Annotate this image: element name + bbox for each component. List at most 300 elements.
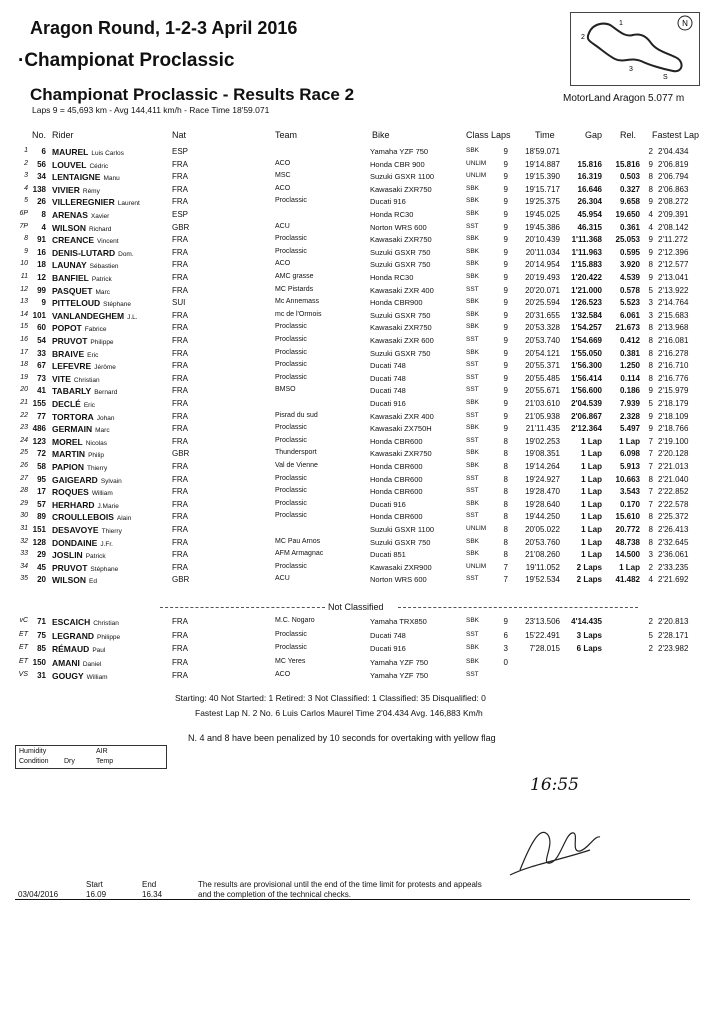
- class: SST: [466, 411, 479, 419]
- rider-firstname: Cédric: [89, 162, 109, 170]
- team: Proclassic: [275, 348, 307, 356]
- nationality: ESP: [172, 147, 189, 156]
- rider-firstname: Manu: [103, 175, 120, 183]
- race-time: 19'45.025: [525, 210, 560, 219]
- rider-surname: CREANCE: [52, 235, 95, 246]
- position: 18: [20, 361, 28, 369]
- race-time: 19'08.351: [525, 449, 560, 459]
- signature-icon: [500, 805, 610, 885]
- col-bike: Bike: [372, 130, 390, 140]
- nationality: FRA: [172, 550, 188, 560]
- bike: Honda CBR600: [370, 512, 423, 522]
- class: SBK: [466, 537, 480, 545]
- team: MC Yeres: [275, 657, 306, 665]
- relative-gap: 5.497: [619, 424, 640, 434]
- laps: 9: [503, 361, 508, 371]
- rider-surname: POPOT: [52, 323, 82, 334]
- gap: 1 Lap: [581, 512, 602, 522]
- class: SST: [466, 336, 479, 343]
- condition-value: Dry: [64, 758, 75, 765]
- class: SST: [466, 671, 479, 678]
- fastest-lap-number: 9: [648, 424, 653, 434]
- fastest-lap-time: 2'33.235: [658, 562, 689, 572]
- position: 15: [20, 323, 28, 331]
- fastest-lap-number: 2: [648, 562, 653, 572]
- rider-surname: MARTIN: [52, 449, 86, 460]
- rider-number: 20: [37, 575, 46, 585]
- rider-surname: HERHARD: [52, 499, 95, 510]
- gap: 2'12.364: [571, 424, 602, 434]
- bike: Suzuki GSXR 750: [370, 260, 431, 270]
- fastest-lap-number: 5: [648, 285, 653, 295]
- nationality: FRA: [172, 348, 188, 358]
- position: 13: [20, 298, 28, 306]
- class: SBK: [466, 210, 480, 217]
- rider-number: 58: [37, 462, 46, 471]
- race-time: 19'24.927: [525, 474, 560, 484]
- race-time: 20'11.034: [525, 247, 560, 257]
- bike: Kawasaki ZXR750: [370, 184, 432, 194]
- rider-number: 41: [37, 386, 46, 396]
- laps: 8: [503, 525, 508, 534]
- class: SST: [466, 373, 479, 381]
- position: 24: [20, 436, 28, 444]
- relative-gap: 25.053: [615, 235, 640, 245]
- gap: 1'21.000: [571, 285, 602, 295]
- position: 11: [20, 273, 28, 280]
- relative-gap: 5.523: [619, 298, 640, 308]
- laps: 3: [503, 644, 508, 653]
- nationality: FRA: [172, 386, 188, 396]
- rider-firstname: Philip: [88, 452, 104, 460]
- race-time: 7'28.015: [529, 644, 560, 653]
- fastest-lap-number: 5: [648, 399, 653, 408]
- rider-surname: CROULLEBOIS: [52, 512, 114, 523]
- relative-gap: 3.543: [619, 487, 640, 497]
- fastest-lap-time: 2'13.922: [658, 285, 689, 295]
- gap: 1'11.963: [571, 247, 602, 257]
- nationality: FRA: [172, 487, 188, 497]
- fastest-lap-number: 8: [648, 373, 653, 383]
- rider-number: 26: [37, 197, 46, 207]
- rider-firstname: J.Fr.: [100, 540, 113, 548]
- race-time: 19'28.470: [525, 487, 560, 497]
- fastest-lap-number: 7: [648, 449, 653, 459]
- bike: Suzuki GSXR 750: [370, 537, 431, 547]
- gap: 1 Lap: [581, 487, 602, 497]
- laps: 9: [503, 273, 508, 282]
- fastest-lap-time: 2'21.040: [658, 474, 689, 484]
- rider-name: [52, 323, 106, 333]
- relative-gap: 41.482: [615, 575, 640, 585]
- nationality: GBR: [172, 449, 190, 459]
- nationality: FRA: [172, 159, 188, 169]
- relative-gap: 15.816: [615, 159, 640, 169]
- team: AMC grasse: [275, 273, 314, 280]
- rider-firstname: Stéphane: [90, 565, 119, 573]
- rider-firstname: William: [91, 490, 113, 498]
- rider-name: [52, 336, 114, 346]
- race-time: 20'10.439: [525, 235, 560, 245]
- rider-surname: PASQUET: [52, 285, 93, 296]
- bike: Suzuki GSXR 750: [370, 348, 431, 358]
- rider-number: 33: [37, 348, 46, 358]
- fastest-lap-time: 2'23.982: [658, 644, 689, 653]
- penalty-note: N. 4 and 8 have been penalized by 10 seconds for overtaking with yellow flag: [188, 733, 496, 743]
- class: UNLIM: [466, 172, 487, 180]
- nationality: FRA: [172, 184, 188, 194]
- gap: 1 Lap: [581, 462, 602, 471]
- rider-number: 67: [37, 361, 46, 371]
- table-row: [0, 260, 725, 272]
- race-time: 21'11.435: [525, 424, 560, 434]
- rider-firstname: Patrick: [91, 276, 112, 283]
- laps: 9: [503, 147, 508, 156]
- table-row: [0, 500, 725, 512]
- rider-surname: PRUVOT: [52, 336, 88, 346]
- team: M.C. Nogaro: [275, 617, 315, 624]
- col-no: No.: [32, 130, 47, 140]
- fastest-lap-time: 2'18.766: [658, 424, 689, 434]
- bike: Honda CBR 900: [370, 159, 425, 169]
- fastest-lap-time: 2'12.396: [658, 247, 689, 257]
- start-time: 16.09: [86, 890, 107, 899]
- relative-gap: 21.673: [615, 323, 640, 333]
- nationality: FRA: [172, 247, 188, 257]
- laps: 9: [503, 222, 508, 232]
- rider-name: [52, 475, 122, 485]
- race-time: 19'15.390: [525, 172, 560, 182]
- bike: Honda CBR900: [370, 298, 423, 308]
- team: Proclassic: [275, 474, 307, 482]
- rider-name: [52, 210, 109, 220]
- team: Proclassic: [275, 512, 307, 520]
- nationality: FRA: [172, 424, 188, 434]
- nationality: ESP: [172, 210, 189, 219]
- laps: 9: [503, 184, 508, 194]
- team: ACO: [275, 159, 291, 167]
- race-time: 23'13.506: [525, 617, 560, 626]
- col-class-laps: Class Laps: [466, 130, 511, 140]
- position: ET: [19, 630, 28, 638]
- nationality: FRA: [172, 671, 188, 680]
- rider-firstname: Alain: [116, 515, 132, 523]
- rider-surname: DONDAINE: [52, 537, 98, 548]
- laps: 9: [503, 617, 508, 626]
- gap: 6 Laps: [576, 644, 602, 653]
- footer-date: 03/04/2016: [18, 890, 59, 899]
- position: 7P: [19, 222, 28, 230]
- rider-number: 54: [37, 336, 46, 345]
- team: ACO: [275, 260, 291, 268]
- nationality: FRA: [172, 537, 188, 547]
- relative-gap: 15.610: [615, 512, 640, 522]
- table-row: [0, 248, 725, 260]
- rider-surname: DESAVOYE: [52, 525, 99, 535]
- fastest-lap-number: 7: [648, 436, 653, 446]
- bike: Kawasaki ZXR900: [370, 562, 432, 572]
- rider-name: [52, 311, 138, 321]
- rider-firstname: Thierry: [101, 528, 122, 535]
- rider-number: 91: [37, 235, 46, 245]
- rider-number: 72: [37, 449, 46, 459]
- rider-number: 101: [32, 310, 46, 320]
- position: 27: [20, 474, 28, 482]
- relative-gap: 7.939: [619, 399, 640, 408]
- bike: Kawasaki ZXR750: [370, 449, 432, 459]
- gap: 2'06.867: [571, 411, 602, 421]
- race-time: 20'31.655: [525, 310, 560, 320]
- race-time: 19'44.250: [525, 512, 560, 522]
- team: Proclassic: [275, 436, 307, 444]
- nationality: FRA: [172, 235, 188, 245]
- rider-number: 75: [37, 630, 46, 640]
- map-t3: 3: [629, 66, 633, 73]
- nationality: FRA: [172, 336, 188, 345]
- rider-number: 155: [32, 399, 46, 408]
- table-row: [0, 550, 725, 562]
- rider-name: [52, 644, 105, 654]
- table-row: [0, 644, 725, 656]
- class: SBK: [466, 617, 480, 624]
- race-summary: Laps 9 = 45,693 km - Avg 144,411 km/h - Race Time 18'59.071: [32, 105, 270, 115]
- gap: 1 Lap: [581, 449, 602, 459]
- team: MSC: [275, 172, 291, 180]
- bike: Kawasaki ZXR750: [370, 323, 432, 333]
- nationality: FRA: [172, 285, 188, 295]
- team: Proclassic: [275, 247, 307, 255]
- laps: 6: [503, 630, 508, 640]
- gap: 2 Laps: [576, 562, 602, 572]
- position: 28: [20, 487, 28, 495]
- bike: Ducati 748: [370, 386, 406, 396]
- laps: 9: [503, 210, 508, 219]
- table-row: [0, 437, 725, 449]
- race-time: 21'05.938: [525, 411, 560, 421]
- rider-number: 29: [37, 550, 46, 560]
- fastest-lap-time: 2'06.863: [658, 184, 689, 194]
- class: SST: [466, 630, 479, 638]
- relative-gap: 9.658: [619, 197, 640, 207]
- laps: 8: [503, 487, 508, 497]
- fastest-lap-number: 2: [648, 617, 653, 626]
- nationality: FRA: [172, 644, 188, 653]
- rider-name: [52, 386, 117, 396]
- table-row: [0, 462, 725, 474]
- race-time: 20'55.485: [525, 373, 560, 383]
- relative-gap: 0.186: [619, 386, 640, 396]
- nationality: FRA: [172, 172, 188, 182]
- table-row: [0, 235, 725, 247]
- fastest-lap-number: 9: [648, 159, 653, 169]
- gap: 3 Laps: [576, 630, 602, 640]
- rider-number: 31: [37, 671, 46, 680]
- fastest-lap-time: 2'19.100: [658, 436, 689, 446]
- team: Proclassic: [275, 630, 307, 638]
- rider-surname: JOSLIN: [52, 550, 83, 561]
- gap: 1'32.584: [571, 310, 602, 320]
- rider-name: [52, 223, 111, 233]
- rider-surname: WILSON: [52, 222, 86, 233]
- fastest-lap-time: 2'18.109: [658, 411, 689, 421]
- race-time: 20'14.954: [525, 260, 560, 270]
- rider-firstname: Laurent: [117, 200, 140, 208]
- table-row: [0, 273, 725, 285]
- team: Proclassic: [275, 197, 307, 205]
- rider-firstname: Marc: [95, 427, 110, 435]
- gap: 45.954: [577, 210, 602, 219]
- humidity-label: Humidity: [19, 748, 47, 755]
- race-time: 15'22.491: [525, 630, 560, 640]
- laps: 9: [503, 298, 508, 308]
- table-row: [0, 631, 725, 643]
- class: SST: [466, 285, 479, 293]
- team: ACO: [275, 671, 291, 678]
- rider-surname: GERMAIN: [52, 424, 93, 435]
- team: Proclassic: [275, 424, 307, 432]
- col-gap: Gap: [585, 130, 603, 140]
- rider-number: 486: [32, 424, 46, 434]
- race-time: 20'25.594: [525, 298, 560, 308]
- class: SST: [466, 361, 479, 369]
- fastest-lap-number: 8: [648, 172, 653, 182]
- fastest-lap-summary: Fastest Lap N. 2 No. 6 Luis Carlos Maurel Time 2'04.434 Avg. 146,883 Km/h: [195, 708, 483, 718]
- laps: 9: [503, 285, 508, 295]
- relative-gap: 14.500: [615, 550, 640, 560]
- rider-name: [52, 374, 100, 384]
- rider-surname: LEGRAND: [52, 630, 95, 641]
- nationality: FRA: [172, 562, 188, 572]
- rider-name: [52, 500, 119, 510]
- rider-surname: BANFIEL: [52, 273, 89, 283]
- fastest-lap-number: 8: [648, 184, 653, 194]
- rider-name: [52, 525, 122, 535]
- nationality: FRA: [172, 273, 188, 282]
- race-time: 20'53.328: [525, 323, 560, 333]
- laps: 9: [503, 373, 508, 383]
- gap: 2 Laps: [576, 575, 602, 585]
- team: Proclassic: [275, 562, 307, 570]
- bike: Kawasaki ZXR 400: [370, 411, 434, 421]
- gap: 1'55.050: [571, 348, 602, 358]
- fastest-lap-number: 2: [648, 644, 653, 653]
- position: 19: [20, 373, 28, 381]
- gap: 1'15.883: [571, 260, 602, 270]
- table-row: [0, 147, 725, 159]
- team: Proclassic: [275, 235, 307, 243]
- rider-firstname: Paul: [92, 647, 106, 654]
- position: VS: [18, 671, 28, 678]
- bike: Ducati 748: [370, 373, 406, 383]
- bike: Norton WRS 600: [370, 575, 427, 585]
- fastest-lap-time: 2'08.272: [658, 197, 689, 207]
- nationality: GBR: [172, 575, 190, 585]
- position: 30: [20, 512, 28, 520]
- relative-gap: 0.595: [619, 247, 640, 257]
- rider-name: [52, 617, 119, 627]
- class: SBK: [466, 424, 480, 432]
- rider-firstname: Eric: [87, 351, 99, 359]
- table-row: [0, 525, 725, 537]
- table-row: [0, 336, 725, 348]
- fastest-lap-time: 2'16.081: [658, 336, 689, 345]
- team: Proclassic: [275, 361, 307, 369]
- fastest-lap-time: 2'22.852: [658, 487, 689, 497]
- table-row: [0, 449, 725, 461]
- position: 32: [20, 537, 28, 545]
- laps: 9: [503, 172, 508, 182]
- fastest-lap-number: 3: [648, 298, 653, 308]
- position: 6P: [19, 210, 28, 217]
- rider-surname: DECLÉ: [52, 399, 81, 409]
- nationality: FRA: [172, 617, 188, 626]
- rider-surname: AMANI: [52, 657, 80, 668]
- rider-surname: WILSON: [52, 575, 86, 586]
- position: 23: [20, 424, 28, 432]
- gap: 1 Lap: [581, 499, 602, 509]
- class: SST: [466, 386, 479, 394]
- gap: 16.319: [577, 172, 602, 182]
- rider-firstname: Philippe: [97, 633, 121, 641]
- table-row: [0, 223, 725, 235]
- map-t1: 1: [619, 20, 623, 27]
- team: Mc Annemass: [275, 298, 319, 306]
- class: SBK: [466, 273, 480, 280]
- relative-gap: 19.650: [615, 210, 640, 219]
- rider-name: [52, 538, 113, 548]
- bike: Ducati 916: [370, 499, 406, 509]
- gap: 4'14.435: [571, 617, 602, 626]
- fastest-lap-time: 2'06.794: [658, 172, 689, 182]
- rider-surname: MOREL: [52, 436, 83, 447]
- class: SBK: [466, 550, 480, 558]
- fastest-lap-time: 2'13.041: [658, 273, 689, 282]
- nationality: FRA: [172, 323, 188, 333]
- team: Proclassic: [275, 323, 307, 331]
- class: SBK: [466, 147, 480, 154]
- not-classified-heading: Not Classified: [328, 602, 384, 612]
- nationality: GBR: [172, 222, 190, 232]
- team: ACU: [275, 222, 290, 230]
- rider-firstname: Luis Carlos: [91, 150, 124, 157]
- position: 12: [20, 285, 28, 293]
- race-time: 20'55.671: [525, 386, 560, 396]
- weather-box: [15, 745, 167, 769]
- circuit-map: [570, 12, 700, 86]
- team: Proclassic: [275, 487, 307, 495]
- rider-name: [52, 160, 108, 170]
- race-time: 19'15.717: [525, 184, 560, 194]
- position: 22: [20, 411, 28, 419]
- laps: 0: [503, 657, 508, 667]
- fastest-lap-number: 8: [648, 323, 653, 333]
- rider-surname: VILLEREGNIER: [52, 197, 115, 208]
- nationality: FRA: [172, 657, 188, 667]
- laps: 9: [503, 336, 508, 345]
- relative-gap: 0.412: [619, 336, 640, 345]
- bike: Yamaha YZF 750: [370, 147, 429, 156]
- gap: 1'11.368: [571, 235, 602, 245]
- position: 25: [20, 449, 28, 457]
- nationality: FRA: [172, 260, 188, 270]
- col-team: Team: [275, 130, 298, 140]
- rider-number: 34: [37, 172, 46, 182]
- rider-name: [52, 487, 113, 497]
- rider-number: 12: [37, 273, 46, 282]
- race-stats: Starting: 40 Not Started: 1 Retired: 3 Not Classified: 1 Classified: 35 Disqualified: 0: [175, 693, 486, 703]
- position: 26: [20, 462, 28, 469]
- bike: Ducati 916: [370, 399, 406, 408]
